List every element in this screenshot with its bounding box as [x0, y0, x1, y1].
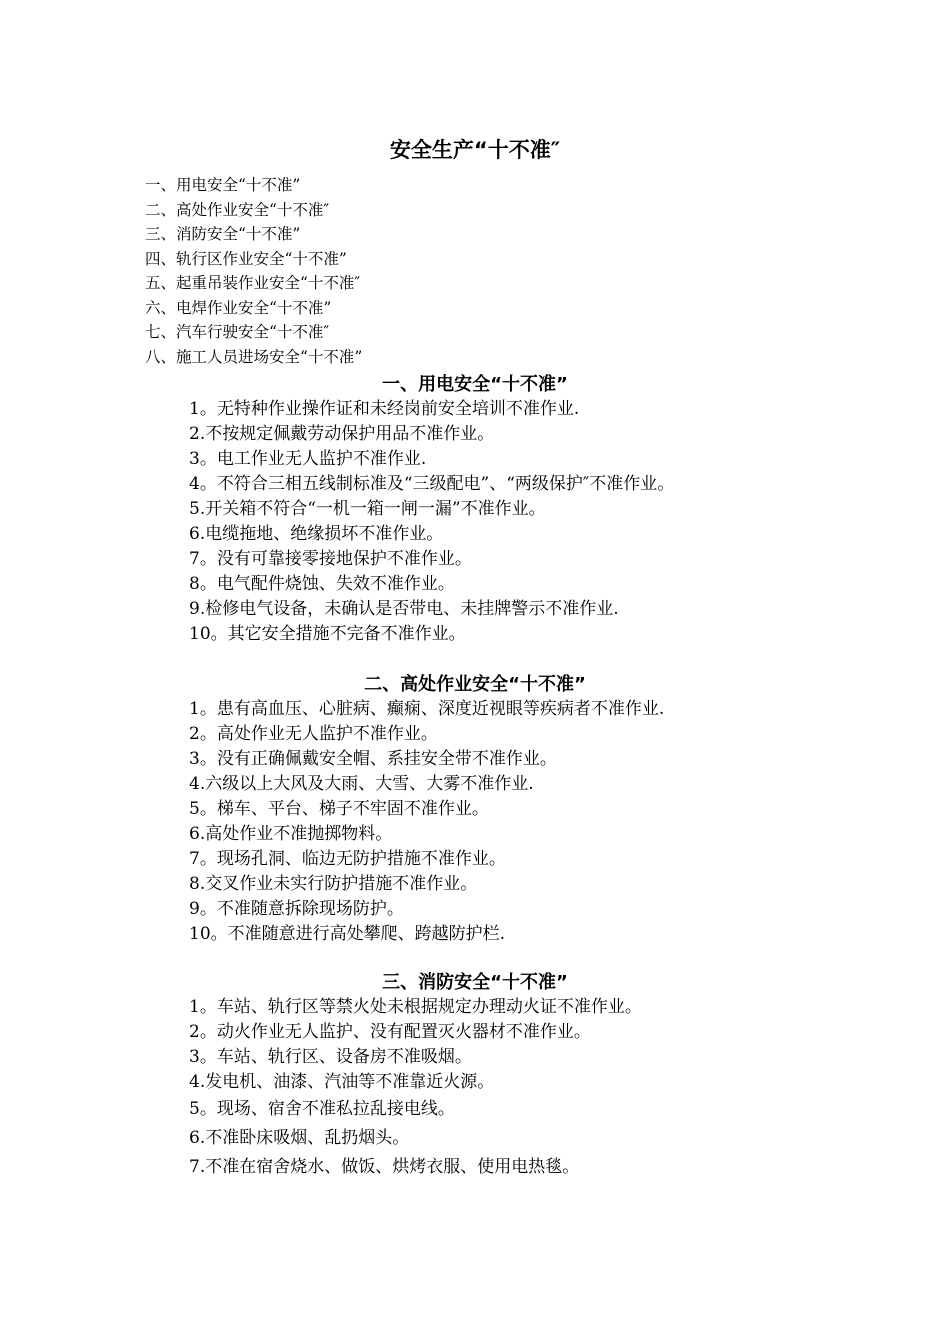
rule-item: 5。现场、宿舍不准私拉乱接电线。	[189, 1099, 455, 1119]
section-working-at-height	[145, 672, 805, 947]
rule-item: 1。车站、轨行区等禁火处未根据规定办理动火证不准作业。	[189, 997, 642, 1017]
toc-item: 六、电焊作业安全“十不准”	[145, 298, 332, 317]
toc-item: 五、起重吊装作业安全“十不准″	[145, 274, 361, 292]
rule-item: 5.开关箱不符合“一机一箱一闸一漏”不准作业。	[189, 499, 546, 519]
rule-item: 7。没有可靠接零接地保护不准作业。	[189, 549, 472, 569]
rule-item: 6.电缆拖地、绝缘损坏不准作业。	[189, 524, 444, 544]
rule-item: 10。不准随意进行高处攀爬、跨越防护栏.	[189, 924, 506, 944]
rule-item: 3。没有正确佩戴安全帽、系挂安全带不准作业。	[189, 749, 557, 769]
section-fire-safety	[145, 970, 805, 1182]
toc-item: 三、消防安全“十不准”	[145, 225, 301, 243]
rule-item: 9.检修电气设备，未确认是否带电、未挂牌警示不准作业.	[189, 599, 619, 619]
rule-item: 4。不符合三相五线制标准及“三级配电”、“两级保护″不准作业。	[189, 474, 675, 494]
rule-item: 6.高处作业不准抛掷物料。	[189, 824, 393, 844]
toc-item: 一、用电安全“十不准”	[145, 176, 301, 194]
rule-item: 1。无特种作业操作证和未经岗前安全培训不准作业.	[189, 399, 580, 419]
rule-item: 2。高处作业无人监护不准作业。	[189, 724, 438, 744]
rule-item: 4.发电机、油漆、汽油等不准靠近火源。	[189, 1072, 495, 1092]
rule-item: 9。不准随意拆除现场防护。	[189, 899, 404, 919]
rule-item: 2.不按规定佩戴劳动保护用品不准作业。	[189, 424, 495, 444]
rule-item: 1。患有高血压、心脏病、癫痫、深度近视眼等疾病者不准作业.	[189, 699, 665, 719]
rule-item: 3。电工作业无人监护不准作业.	[189, 449, 427, 469]
rule-item: 5。梯车、平台、梯子不牢固不准作业。	[189, 799, 489, 819]
rule-item: 3。车站、轨行区、设备房不准吸烟。	[189, 1047, 472, 1067]
toc-item: 四、轨行区作业安全“十不准”	[145, 249, 347, 268]
section-heading: 三、消防安全“十不准”	[382, 972, 568, 993]
section-heading: 一、用电安全“十不准”	[382, 374, 568, 395]
rule-item: 8。电气配件烧蚀、失效不准作业。	[189, 574, 455, 594]
toc-item: 八、施工人员进场安全“十不准”	[145, 347, 363, 366]
rule-item: 2。动火作业无人监护、没有配置灭火器材不准作业。	[189, 1022, 591, 1042]
rule-item: 7.不准在宿舍烧水、做饭、烘烤衣服、使用电热毯。	[189, 1157, 580, 1177]
section-heading: 二、高处作业安全“十不准”	[364, 674, 586, 695]
table-of-contents	[145, 173, 825, 369]
rule-item: 4.六级以上大风及大雨、大雪、大雾不准作业.	[189, 774, 534, 794]
section-electrical-safety	[145, 372, 805, 647]
document-title: 安全生产“十不准″	[389, 138, 561, 162]
rule-item: 6.不准卧床吸烟、乱扔烟头。	[189, 1128, 410, 1148]
rule-item: 7。现场孔洞、临边无防护措施不准作业。	[189, 849, 506, 869]
toc-item: 二、高处作业安全“十不准″	[145, 200, 330, 219]
toc-item: 七、汽车行驶安全“十不准″	[145, 323, 330, 341]
rule-item: 8.交叉作业未实行防护措施不准作业。	[189, 874, 478, 894]
rule-item: 10。其它安全措施不完备不准作业。	[189, 624, 466, 644]
